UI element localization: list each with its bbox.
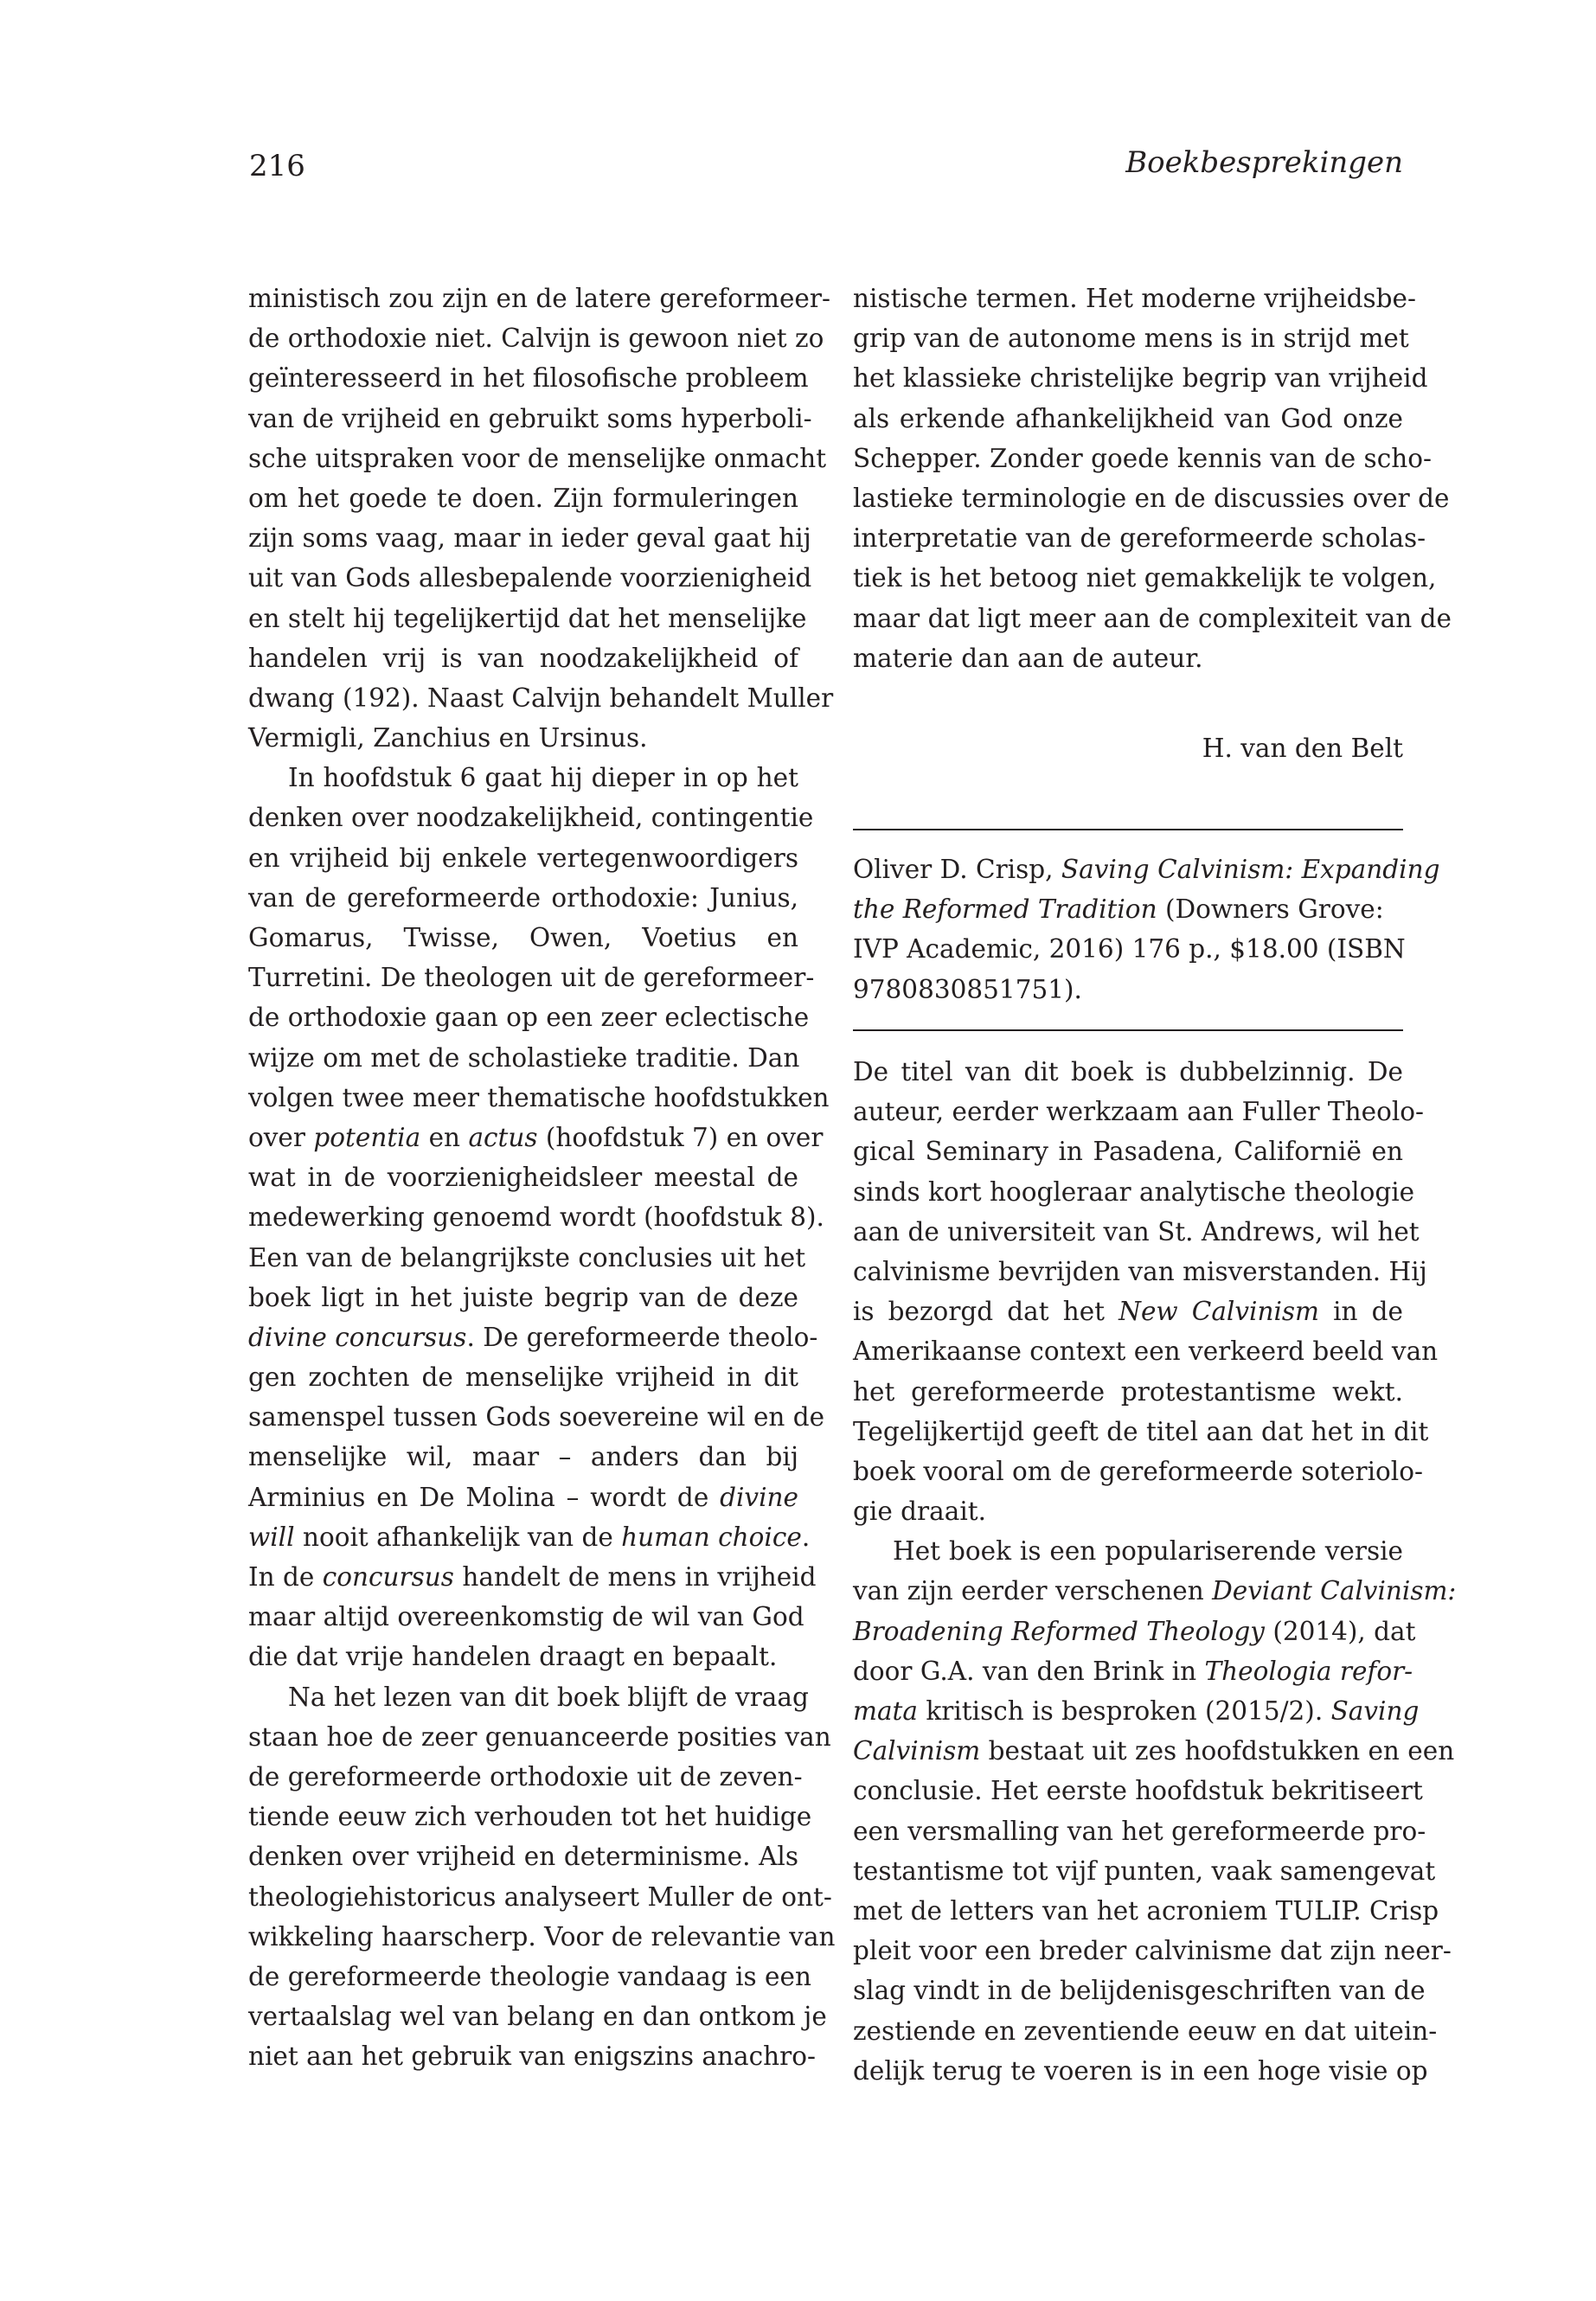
text-line: In de concursus handelt de mens in vrijheid: [248, 1562, 817, 1592]
text-line: interpretatie van de gereformeerde scholas-: [853, 523, 1426, 554]
text-line: sche uitspraken voor de menselijke onmacht: [248, 443, 827, 473]
text-line: 9780830851751).: [853, 974, 1082, 1004]
right-column-text-top: [853, 279, 1452, 678]
text-line: nistische termen. Het moderne vrijheidsbe-: [853, 284, 1416, 313]
reviewer-signature: H. van den Belt: [1202, 734, 1403, 763]
left-column-text: [248, 279, 836, 2076]
text-line: Broadening Reformed Theology (2014), dat: [853, 1616, 1416, 1646]
text-line: medewerking genoemd wordt (hoofdstuk 8).: [248, 1202, 824, 1233]
text-line: de orthodoxie niet. Calvijn is gewoon niet zo: [248, 324, 824, 354]
citation-top-rule: [853, 829, 1403, 830]
text-line: ministisch zou zijn en de latere gereformeer-: [248, 284, 830, 313]
text-line: lastieke terminologie en de discussies over de: [853, 483, 1450, 513]
text-line: wat in de voorzienigheidsleer meestal de: [248, 1163, 798, 1193]
text-line: Schepper. Zonder goede kennis van de scho-: [853, 443, 1432, 473]
text-line: de gereformeerde theologie vandaag is een: [248, 1961, 811, 1991]
text-line: Tegelijkertijd geeft de titel aan dat het in dit: [853, 1416, 1429, 1446]
text-line: Oliver D. Crisp, Saving Calvinism: Expanding: [853, 855, 1440, 884]
text-line: van de vrijheid en gebruikt soms hyperboli-: [248, 403, 812, 433]
text-line: volgen twee meer thematische hoofdstukken: [248, 1082, 830, 1112]
book-citation: [853, 849, 1440, 1009]
text-line: boek vooral om de gereformeerde soteriolo-: [853, 1456, 1423, 1486]
text-line: van zijn eerder verschenen Deviant Calvinism:: [853, 1576, 1457, 1606]
text-line: door G.A. van den Brink in Theologia refor-: [853, 1656, 1413, 1686]
text-line: maar altijd overeenkomstig de wil van God: [248, 1602, 804, 1632]
text-line: De titel van dit boek is dubbelzinnig. De: [853, 1057, 1403, 1086]
text-line: boek ligt in het juiste begrip van de deze: [248, 1282, 798, 1312]
text-line: geïnteresseerd in het filosofische probleem: [248, 363, 809, 394]
text-line: mata kritisch is besproken (2015/2). Saving: [853, 1696, 1420, 1726]
text-line: sinds kort hoogleraar analytische theologie: [853, 1176, 1415, 1207]
text-line: zestiende en zeventiende eeuw en dat uitein-: [853, 2016, 1438, 2046]
text-line: divine concursus. De gereformeerde theolo-: [248, 1322, 818, 1352]
text-line: tiende eeuw zich verhouden tot het huidige: [248, 1802, 812, 1832]
text-line: denken over noodzakelijkheid, contingentie: [248, 803, 814, 833]
text-line: Een van de belangrijkste conclusies uit het: [248, 1242, 806, 1272]
running-title: Boekbesprekingen: [1125, 145, 1403, 180]
text-line: Het boek is een populariserende versie: [893, 1536, 1403, 1567]
text-line: wijze om met de scholastieke traditie. Dan: [248, 1042, 800, 1073]
text-line: het gereformeerde protestantisme wekt.: [853, 1376, 1403, 1407]
text-line: Na het lezen van dit boek blijft de vraag: [288, 1682, 809, 1712]
text-line: grip van de autonome mens is in strijd met: [853, 324, 1409, 354]
text-line: menselijke wil, maar – anders dan bij: [248, 1442, 798, 1472]
text-line: tiek is het betoog niet gemakkelijk te volgen,: [853, 563, 1437, 593]
text-line: pleit voor een breder calvinisme dat zijn neer-: [853, 1936, 1452, 1966]
text-line: gie draait.: [853, 1497, 986, 1527]
text-line: als erkende afhankelijkheid van God onze: [853, 403, 1403, 433]
text-line: de gereformeerde orthodoxie uit de zeven-: [248, 1761, 803, 1791]
text-line: denken over vrijheid en determinisme. Als: [248, 1842, 798, 1872]
text-line: uit van Gods allesbepalende voorzienigheid: [248, 563, 812, 593]
text-line: Vermigli, Zanchius en Ursinus.: [248, 723, 648, 753]
text-line: en stelt hij tegelijkertijd dat het menselijke: [248, 603, 807, 633]
text-line: conclusie. Het eerste hoofdstuk bekritiseert: [853, 1776, 1423, 1806]
text-line: gen zochten de menselijke vrijheid in dit: [248, 1362, 798, 1393]
text-line: gical Seminary in Pasadena, Californië en: [853, 1137, 1403, 1167]
text-line: slag vindt in de belijdenisgeschriften van de: [853, 1976, 1426, 2006]
text-line: calvinisme bevrijden van misverstanden. Hij: [853, 1256, 1427, 1286]
text-line: maar dat ligt meer aan de complexiteit van de: [853, 603, 1452, 633]
text-line: Calvinism bestaat uit zes hoofdstukken en een: [853, 1736, 1455, 1766]
text-line: samenspel tussen Gods soevereine wil en de: [248, 1402, 825, 1433]
text-line: Gomarus, Twisse, Owen, Voetius en: [248, 923, 798, 952]
text-line: het klassieke christelijke begrip van vrijheid: [853, 363, 1428, 394]
text-line: Arminius en De Molina – wordt de divine: [248, 1482, 798, 1512]
text-line: staan hoe de zeer genuanceerde posities van: [248, 1721, 831, 1752]
text-line: zijn soms vaag, maar in ieder geval gaat hij: [248, 523, 811, 554]
text-line: niet aan het gebruik van enigszins anachro-: [248, 2041, 816, 2072]
text-line: vertaalslag wel van belang en dan ontkom je: [248, 2002, 827, 2032]
review-body-text: [853, 1052, 1457, 2091]
text-line: the Reformed Tradition (Downers Grove:: [853, 894, 1384, 925]
text-line: aan de universiteit van St. Andrews, wil het: [853, 1216, 1420, 1247]
text-line: auteur, eerder werkzaam aan Fuller Theolo-: [853, 1097, 1424, 1127]
text-line: dwang (192). Naast Calvijn behandelt Muller: [248, 683, 834, 713]
text-line: een versmalling van het gereformeerde pro-: [853, 1816, 1426, 1846]
text-line: theologiehistoricus analyseert Muller de ont-: [248, 1881, 832, 1912]
text-line: wikkeling haarscherp. Voor de relevantie van: [248, 1921, 836, 1952]
text-line: Amerikaanse context een verkeerd beeld van: [853, 1336, 1439, 1367]
text-line: om het goede te doen. Zijn formuleringen: [248, 483, 798, 513]
text-line: is bezorgd dat het New Calvinism in de: [853, 1297, 1403, 1327]
text-line: Turretini. De theologen uit de gereformeer-: [248, 963, 815, 993]
page-number: 216: [249, 149, 305, 183]
text-line: de orthodoxie gaan op een zeer eclectische: [248, 1003, 810, 1033]
text-line: met de letters van het acroniem TULIP. Crisp: [853, 1895, 1439, 1926]
text-line: die dat vrije handelen draagt en bepaalt.: [248, 1642, 778, 1672]
text-line: will nooit afhankelijk van de human choice.: [248, 1522, 811, 1552]
text-line: In hoofdstuk 6 gaat hij dieper in op het: [288, 763, 798, 793]
text-line: en vrijheid bij enkele vertegenwoordigers: [248, 843, 798, 873]
text-line: testantisme tot vijf punten, vaak samengevat: [853, 1856, 1436, 1886]
text-line: handelen vrij is van noodzakelijkheid of: [248, 643, 798, 673]
text-line: delijk terug te voeren is in een hoge visie op: [853, 2055, 1428, 2086]
text-line: over potentia en actus (hoofdstuk 7) en over: [248, 1122, 824, 1152]
text-line: IVP Academic, 2016) 176 p., $18.00 (ISBN: [853, 934, 1406, 965]
citation-bottom-rule: [853, 1029, 1403, 1031]
text-line: materie dan aan de auteur.: [853, 643, 1203, 673]
text-line: van de gereformeerde orthodoxie: Junius,: [248, 882, 798, 913]
